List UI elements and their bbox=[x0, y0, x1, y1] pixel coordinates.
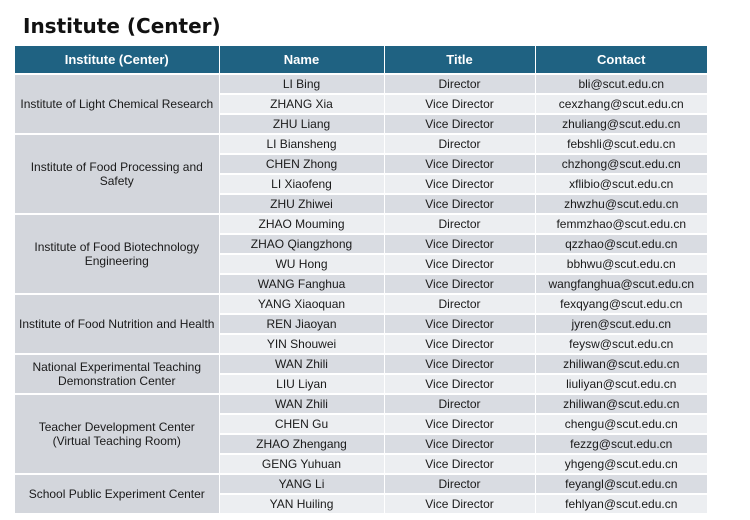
contact-cell: febshli@scut.edu.cn bbox=[535, 134, 707, 154]
column-header-contact: Contact bbox=[535, 46, 707, 74]
contact-cell: wangfanghua@scut.edu.cn bbox=[535, 274, 707, 294]
contact-cell: fexqyang@scut.edu.cn bbox=[535, 294, 707, 314]
title-cell: Vice Director bbox=[384, 494, 535, 514]
contact-cell: jyren@scut.edu.cn bbox=[535, 314, 707, 334]
table-row bbox=[15, 354, 707, 374]
name-cell: REN Jiaoyan bbox=[219, 314, 384, 334]
contact-cell: bbhwu@scut.edu.cn bbox=[535, 254, 707, 274]
title-cell: Director bbox=[384, 214, 535, 234]
institute-cell: Institute of Food Nutrition and Health bbox=[15, 294, 219, 354]
name-cell: YAN Huiling bbox=[219, 494, 384, 514]
table-row bbox=[15, 134, 707, 154]
contact-cell: zhwzhu@scut.edu.cn bbox=[535, 194, 707, 214]
institute-cell: Teacher Development Center (Virtual Teaching Room) bbox=[15, 394, 219, 474]
contact-cell: xflibio@scut.edu.cn bbox=[535, 174, 707, 194]
title-cell: Vice Director bbox=[384, 94, 535, 114]
contact-cell: bli@scut.edu.cn bbox=[535, 74, 707, 94]
title-cell: Vice Director bbox=[384, 274, 535, 294]
contact-cell: yhgeng@scut.edu.cn bbox=[535, 454, 707, 474]
title-cell: Vice Director bbox=[384, 374, 535, 394]
title-cell: Vice Director bbox=[384, 154, 535, 174]
name-cell: ZHU Zhiwei bbox=[219, 194, 384, 214]
name-cell: CHEN Gu bbox=[219, 414, 384, 434]
name-cell: ZHAO Mouming bbox=[219, 214, 384, 234]
institute-cell: National Experimental Teaching Demonstration Center bbox=[15, 354, 219, 394]
name-cell: WAN Zhili bbox=[219, 354, 384, 374]
table-header bbox=[15, 46, 707, 74]
table-body bbox=[15, 74, 707, 514]
title-cell: Director bbox=[384, 394, 535, 414]
title-cell: Vice Director bbox=[384, 434, 535, 454]
institute-cell: Institute of Food Processing and Safety bbox=[15, 134, 219, 214]
table-row bbox=[15, 294, 707, 314]
name-cell: CHEN Zhong bbox=[219, 154, 384, 174]
name-cell: GENG Yuhuan bbox=[219, 454, 384, 474]
contact-cell: femmzhao@scut.edu.cn bbox=[535, 214, 707, 234]
contact-cell: chzhong@scut.edu.cn bbox=[535, 154, 707, 174]
table-row bbox=[15, 474, 707, 494]
contact-cell: zhiliwan@scut.edu.cn bbox=[535, 394, 707, 414]
contact-cell: zhuliang@scut.edu.cn bbox=[535, 114, 707, 134]
contact-cell: cexzhang@scut.edu.cn bbox=[535, 94, 707, 114]
name-cell: LI Xiaofeng bbox=[219, 174, 384, 194]
name-cell: YIN Shouwei bbox=[219, 334, 384, 354]
name-cell: LIU Liyan bbox=[219, 374, 384, 394]
header-row bbox=[15, 46, 707, 74]
table-row bbox=[15, 74, 707, 94]
contact-cell: feysw@scut.edu.cn bbox=[535, 334, 707, 354]
institute-cell: Institute of Food Biotechnology Engineering bbox=[15, 214, 219, 294]
name-cell: ZHAO Zhengang bbox=[219, 434, 384, 454]
staff-table bbox=[15, 46, 707, 515]
contact-cell: chengu@scut.edu.cn bbox=[535, 414, 707, 434]
table-row bbox=[15, 214, 707, 234]
title-cell: Vice Director bbox=[384, 194, 535, 214]
title-cell: Vice Director bbox=[384, 114, 535, 134]
contact-cell: feyangl@scut.edu.cn bbox=[535, 474, 707, 494]
institute-cell: Institute of Light Chemical Research bbox=[15, 74, 219, 134]
title-cell: Vice Director bbox=[384, 234, 535, 254]
contact-cell: fehlyan@scut.edu.cn bbox=[535, 494, 707, 514]
title-cell: Director bbox=[384, 134, 535, 154]
name-cell: WU Hong bbox=[219, 254, 384, 274]
name-cell: YANG Li bbox=[219, 474, 384, 494]
title-cell: Vice Director bbox=[384, 414, 535, 434]
name-cell: ZHAO Qiangzhong bbox=[219, 234, 384, 254]
contact-cell: qzzhao@scut.edu.cn bbox=[535, 234, 707, 254]
title-cell: Vice Director bbox=[384, 334, 535, 354]
table-row bbox=[15, 394, 707, 414]
column-header-institute: Institute (Center) bbox=[15, 46, 219, 74]
name-cell: ZHANG Xia bbox=[219, 94, 384, 114]
name-cell: ZHU Liang bbox=[219, 114, 384, 134]
name-cell: YANG Xiaoquan bbox=[219, 294, 384, 314]
contact-cell: liuliyan@scut.edu.cn bbox=[535, 374, 707, 394]
contact-cell: zhiliwan@scut.edu.cn bbox=[535, 354, 707, 374]
title-cell: Vice Director bbox=[384, 354, 535, 374]
name-cell: WANG Fanghua bbox=[219, 274, 384, 294]
title-cell: Vice Director bbox=[384, 454, 535, 474]
title-cell: Vice Director bbox=[384, 174, 535, 194]
name-cell: LI Bing bbox=[219, 74, 384, 94]
page-title: Institute (Center) bbox=[23, 14, 221, 38]
column-header-name: Name bbox=[219, 46, 384, 74]
title-cell: Vice Director bbox=[384, 314, 535, 334]
name-cell: LI Biansheng bbox=[219, 134, 384, 154]
title-cell: Director bbox=[384, 474, 535, 494]
institute-cell: School Public Experiment Center bbox=[15, 474, 219, 514]
title-cell: Director bbox=[384, 74, 535, 94]
title-cell: Vice Director bbox=[384, 254, 535, 274]
column-header-title: Title bbox=[384, 46, 535, 74]
name-cell: WAN Zhili bbox=[219, 394, 384, 414]
title-cell: Director bbox=[384, 294, 535, 314]
contact-cell: fezzg@scut.edu.cn bbox=[535, 434, 707, 454]
